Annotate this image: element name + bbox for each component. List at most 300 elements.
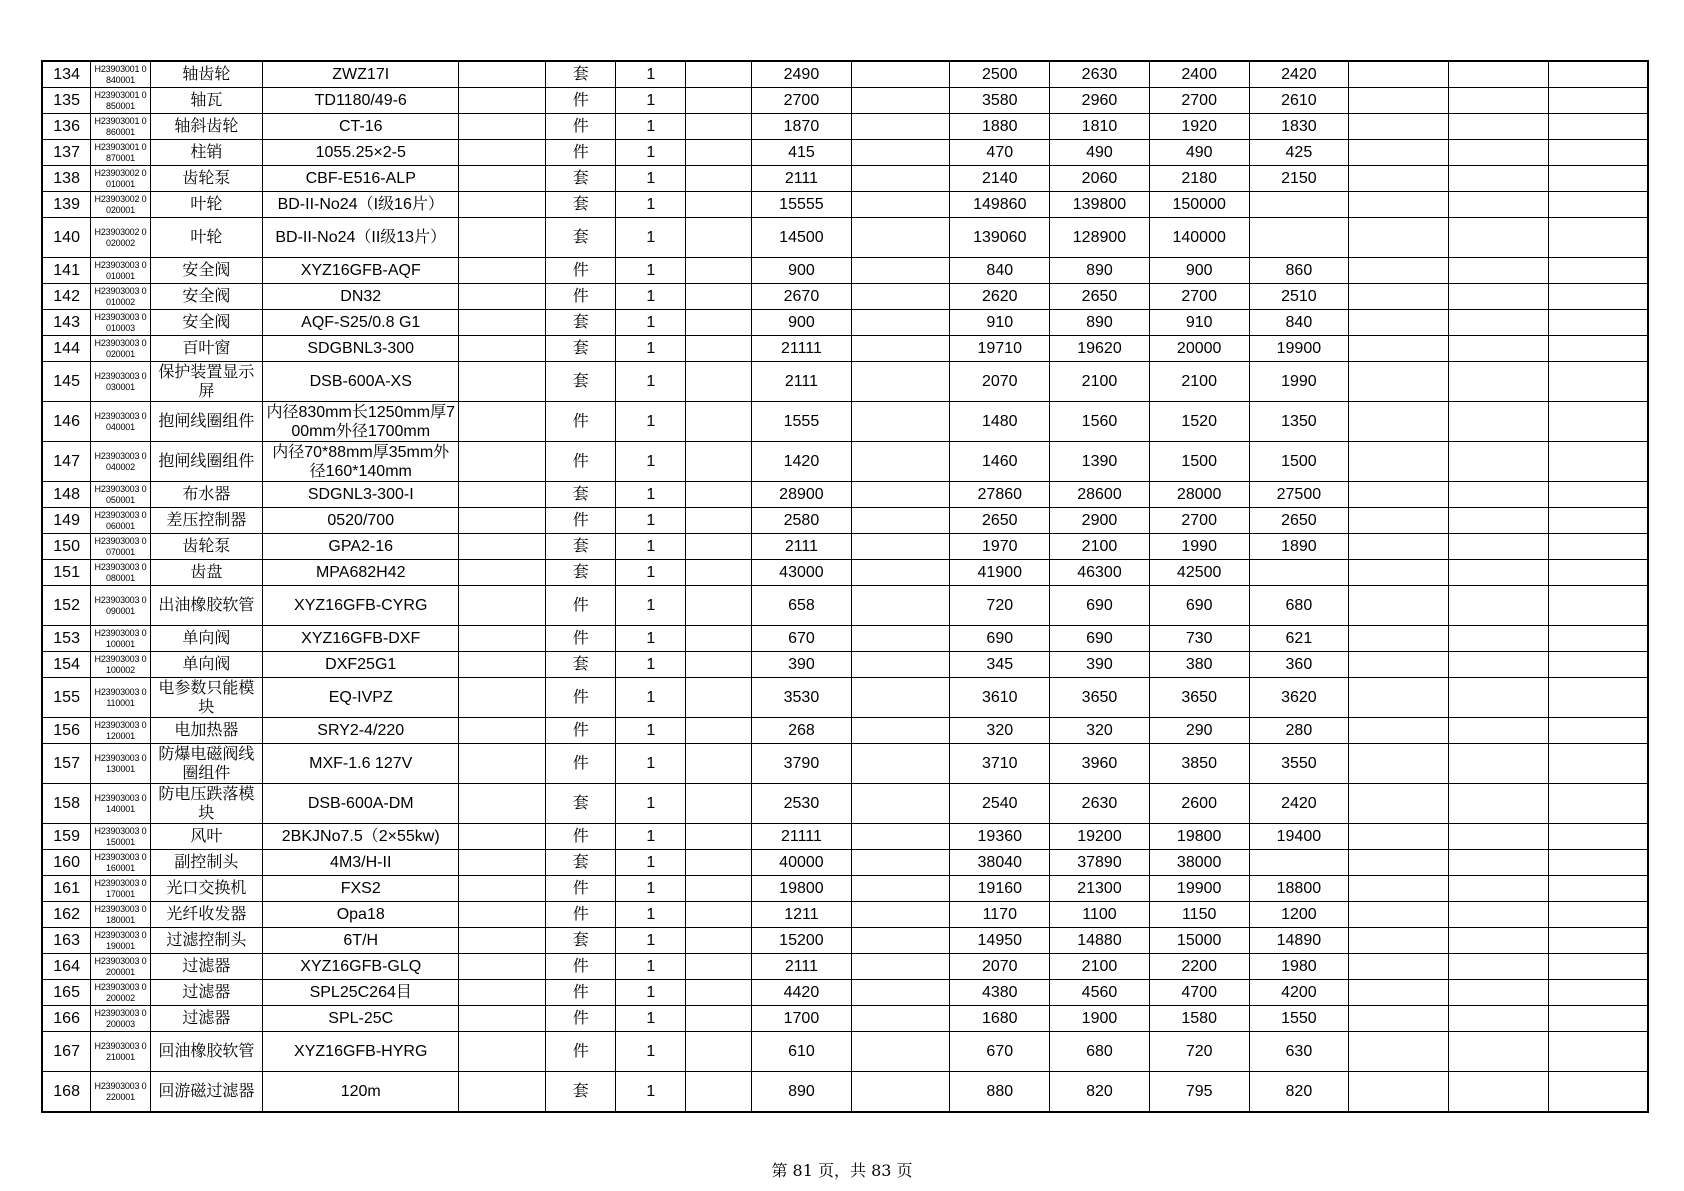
blank-cell	[1349, 954, 1449, 980]
quantity: 1	[616, 402, 686, 442]
specification: 120m	[263, 1072, 459, 1113]
blank-cell	[1548, 652, 1648, 678]
material-code: H23903003 0040001	[91, 402, 150, 442]
unit-price: 2700	[752, 88, 852, 114]
material-code: H23903003 0040002	[91, 442, 150, 482]
table-row	[42, 586, 1648, 626]
blank-cell	[459, 166, 546, 192]
blank-cell	[851, 508, 950, 534]
table-row	[42, 1032, 1648, 1072]
quote-4: 27500	[1249, 482, 1349, 508]
quote-1: 19710	[950, 336, 1050, 362]
blank-cell	[459, 534, 546, 560]
specification: MPA682H42	[263, 560, 459, 586]
blank-cell	[1548, 88, 1648, 114]
table-row	[42, 876, 1648, 902]
quantity: 1	[616, 586, 686, 626]
quote-1: 320	[950, 718, 1050, 744]
unit-price: 415	[752, 140, 852, 166]
blank-cell	[1448, 980, 1548, 1006]
material-name: 叶轮	[150, 218, 262, 258]
row-number: 150	[42, 534, 91, 560]
blank-cell	[851, 310, 950, 336]
quote-1: 38040	[950, 850, 1050, 876]
table-row	[42, 192, 1648, 218]
quote-1: 14950	[950, 928, 1050, 954]
blank-cell	[851, 88, 950, 114]
material-name: 光纤收发器	[150, 902, 262, 928]
quote-1: 139060	[950, 218, 1050, 258]
blank-cell	[1448, 954, 1548, 980]
blank-cell	[1548, 482, 1648, 508]
table-row	[42, 678, 1648, 718]
material-name: 轴齿轮	[150, 61, 262, 88]
unit: 套	[546, 362, 616, 402]
unit: 套	[546, 192, 616, 218]
unit-price: 2111	[752, 534, 852, 560]
quote-1: 3710	[950, 744, 1050, 784]
blank-cell	[1349, 114, 1449, 140]
blank-cell	[1349, 902, 1449, 928]
blank-cell	[851, 166, 950, 192]
blank-cell	[1448, 402, 1548, 442]
quote-4: 19900	[1249, 336, 1349, 362]
unit-price: 4420	[752, 980, 852, 1006]
material-code: H23903003 0020001	[91, 336, 150, 362]
blank-cell	[851, 718, 950, 744]
blank-cell	[1448, 258, 1548, 284]
material-name: 过滤控制头	[150, 928, 262, 954]
blank-cell	[686, 114, 752, 140]
material-name: 安全阀	[150, 310, 262, 336]
blank-cell	[459, 1072, 546, 1113]
blank-cell	[459, 876, 546, 902]
blank-cell	[1349, 678, 1449, 718]
blank-cell	[459, 744, 546, 784]
row-number: 156	[42, 718, 91, 744]
material-name: 轴瓦	[150, 88, 262, 114]
blank-cell	[1448, 1072, 1548, 1113]
quote-1: 1970	[950, 534, 1050, 560]
material-name: 电参数只能模块	[150, 678, 262, 718]
quantity: 1	[616, 928, 686, 954]
unit-price: 1700	[752, 1006, 852, 1032]
row-number: 155	[42, 678, 91, 718]
blank-cell	[459, 560, 546, 586]
blank-cell	[1448, 626, 1548, 652]
quote-3: 1150	[1149, 902, 1249, 928]
quantity: 1	[616, 310, 686, 336]
unit-price: 2580	[752, 508, 852, 534]
blank-cell	[459, 482, 546, 508]
specification: XYZ16GFB-CYRG	[263, 586, 459, 626]
specification: XYZ16GFB-HYRG	[263, 1032, 459, 1072]
blank-cell	[1448, 586, 1548, 626]
material-code: H23903003 0220001	[91, 1072, 150, 1113]
quote-1: 690	[950, 626, 1050, 652]
blank-cell	[1548, 61, 1648, 88]
unit-price: 268	[752, 718, 852, 744]
unit-price: 1211	[752, 902, 852, 928]
row-number: 167	[42, 1032, 91, 1072]
blank-cell	[1448, 362, 1548, 402]
blank-cell	[1548, 784, 1648, 824]
specification: 6T/H	[263, 928, 459, 954]
unit: 件	[546, 1032, 616, 1072]
material-name: 抱闸线圈组件	[150, 442, 262, 482]
quote-4: 1200	[1249, 902, 1349, 928]
blank-cell	[851, 824, 950, 850]
blank-cell	[686, 508, 752, 534]
blank-cell	[851, 744, 950, 784]
quote-1: 910	[950, 310, 1050, 336]
quote-1: 345	[950, 652, 1050, 678]
material-code: H23903003 0180001	[91, 902, 150, 928]
specification: CT-16	[263, 114, 459, 140]
unit: 件	[546, 744, 616, 784]
blank-cell	[1349, 928, 1449, 954]
unit: 件	[546, 508, 616, 534]
quote-4: 2510	[1249, 284, 1349, 310]
quote-2: 128900	[1050, 218, 1150, 258]
material-name: 过滤器	[150, 1006, 262, 1032]
material-name: 轴斜齿轮	[150, 114, 262, 140]
material-name: 光口交换机	[150, 876, 262, 902]
blank-cell	[1349, 534, 1449, 560]
blank-cell	[1548, 1032, 1648, 1072]
unit-price: 2530	[752, 784, 852, 824]
blank-cell	[459, 442, 546, 482]
blank-cell	[459, 284, 546, 310]
blank-cell	[851, 442, 950, 482]
unit: 件	[546, 284, 616, 310]
row-number: 164	[42, 954, 91, 980]
blank-cell	[1548, 928, 1648, 954]
blank-cell	[1448, 1032, 1548, 1072]
table-row	[42, 784, 1648, 824]
material-code: H23903001 0870001	[91, 140, 150, 166]
quote-4: 1830	[1249, 114, 1349, 140]
unit: 件	[546, 1006, 616, 1032]
blank-cell	[1548, 876, 1648, 902]
quote-1: 4380	[950, 980, 1050, 1006]
unit-price: 15200	[752, 928, 852, 954]
unit-price: 19800	[752, 876, 852, 902]
quote-2: 37890	[1050, 850, 1150, 876]
quote-2: 2100	[1050, 362, 1150, 402]
material-name: 安全阀	[150, 284, 262, 310]
quantity: 1	[616, 718, 686, 744]
quantity: 1	[616, 442, 686, 482]
blank-cell	[1548, 1072, 1648, 1113]
quote-2: 1810	[1050, 114, 1150, 140]
table-row	[42, 824, 1648, 850]
blank-cell	[1349, 1006, 1449, 1032]
blank-cell	[851, 980, 950, 1006]
blank-cell	[1349, 876, 1449, 902]
unit: 件	[546, 402, 616, 442]
quote-2: 2900	[1050, 508, 1150, 534]
quote-3: 19900	[1149, 876, 1249, 902]
material-name: 齿盘	[150, 560, 262, 586]
specification: SPL-25C	[263, 1006, 459, 1032]
quote-1: 2540	[950, 784, 1050, 824]
blank-cell	[1349, 482, 1449, 508]
row-number: 143	[42, 310, 91, 336]
blank-cell	[1548, 744, 1648, 784]
quantity: 1	[616, 362, 686, 402]
quote-4	[1249, 560, 1349, 586]
quote-4	[1249, 218, 1349, 258]
blank-cell	[851, 534, 950, 560]
specification: CBF-E516-ALP	[263, 166, 459, 192]
quote-4: 1350	[1249, 402, 1349, 442]
blank-cell	[1448, 140, 1548, 166]
quantity: 1	[616, 1032, 686, 1072]
blank-cell	[851, 1072, 950, 1113]
blank-cell	[1448, 744, 1548, 784]
blank-cell	[1448, 114, 1548, 140]
blank-cell	[851, 1006, 950, 1032]
blank-cell	[1548, 718, 1648, 744]
specification: 内径70*88mm厚35mm外径160*140mm	[263, 442, 459, 482]
blank-cell	[459, 508, 546, 534]
material-code: H23903003 0170001	[91, 876, 150, 902]
blank-cell	[1548, 284, 1648, 310]
blank-cell	[459, 1006, 546, 1032]
quote-3: 1500	[1149, 442, 1249, 482]
quote-3: 150000	[1149, 192, 1249, 218]
material-code: H23903003 0090001	[91, 586, 150, 626]
blank-cell	[459, 114, 546, 140]
material-code: H23903003 0200002	[91, 980, 150, 1006]
quote-4: 1550	[1249, 1006, 1349, 1032]
unit: 套	[546, 61, 616, 88]
quote-2: 2630	[1050, 784, 1150, 824]
row-number: 144	[42, 336, 91, 362]
blank-cell	[1448, 482, 1548, 508]
blank-cell	[1349, 310, 1449, 336]
quote-4: 1500	[1249, 442, 1349, 482]
row-number: 166	[42, 1006, 91, 1032]
quantity: 1	[616, 560, 686, 586]
quote-4: 2150	[1249, 166, 1349, 192]
row-number: 160	[42, 850, 91, 876]
material-name: 百叶窗	[150, 336, 262, 362]
row-number: 149	[42, 508, 91, 534]
material-code: H23903003 0010001	[91, 258, 150, 284]
blank-cell	[686, 586, 752, 626]
specification: BD-II-No24（II级13片）	[263, 218, 459, 258]
quote-4: 1890	[1249, 534, 1349, 560]
blank-cell	[459, 850, 546, 876]
blank-cell	[851, 626, 950, 652]
blank-cell	[686, 534, 752, 560]
quantity: 1	[616, 678, 686, 718]
table-row	[42, 718, 1648, 744]
material-code: H23903003 0200003	[91, 1006, 150, 1032]
blank-cell	[851, 482, 950, 508]
material-code: H23903003 0010003	[91, 310, 150, 336]
quote-1: 2070	[950, 362, 1050, 402]
blank-cell	[686, 744, 752, 784]
table-row	[42, 362, 1648, 402]
quote-2: 1390	[1050, 442, 1150, 482]
quote-4: 360	[1249, 652, 1349, 678]
blank-cell	[1349, 362, 1449, 402]
material-code: H23903002 0020001	[91, 192, 150, 218]
row-number: 146	[42, 402, 91, 442]
unit: 件	[546, 876, 616, 902]
quantity: 1	[616, 534, 686, 560]
quote-2: 139800	[1050, 192, 1150, 218]
specification: DSB-600A-DM	[263, 784, 459, 824]
row-number: 159	[42, 824, 91, 850]
quote-1: 1480	[950, 402, 1050, 442]
blank-cell	[1349, 850, 1449, 876]
blank-cell	[686, 1072, 752, 1113]
material-code: H23903003 0130001	[91, 744, 150, 784]
unit-price: 14500	[752, 218, 852, 258]
quantity: 1	[616, 954, 686, 980]
table-row	[42, 166, 1648, 192]
quote-2: 1900	[1050, 1006, 1150, 1032]
blank-cell	[1548, 902, 1648, 928]
blank-cell	[1349, 626, 1449, 652]
quote-3: 290	[1149, 718, 1249, 744]
blank-cell	[851, 284, 950, 310]
specification: ZWZ17I	[263, 61, 459, 88]
quote-2: 3650	[1050, 678, 1150, 718]
unit-price: 40000	[752, 850, 852, 876]
material-name: 叶轮	[150, 192, 262, 218]
row-number: 148	[42, 482, 91, 508]
blank-cell	[851, 876, 950, 902]
quote-4: 425	[1249, 140, 1349, 166]
blank-cell	[851, 114, 950, 140]
material-code: H23903003 0190001	[91, 928, 150, 954]
blank-cell	[1548, 560, 1648, 586]
table-row	[42, 140, 1648, 166]
table-row	[42, 88, 1648, 114]
unit: 套	[546, 166, 616, 192]
material-code: H23903003 0110001	[91, 678, 150, 718]
specification: SDGBNL3-300	[263, 336, 459, 362]
quote-2: 390	[1050, 652, 1150, 678]
unit: 套	[546, 336, 616, 362]
unit-price: 900	[752, 310, 852, 336]
unit: 件	[546, 586, 616, 626]
quantity: 1	[616, 784, 686, 824]
quote-4	[1249, 192, 1349, 218]
material-name: 单向阀	[150, 652, 262, 678]
quote-1: 2650	[950, 508, 1050, 534]
material-code: H23903003 0010002	[91, 284, 150, 310]
blank-cell	[851, 61, 950, 88]
blank-cell	[459, 310, 546, 336]
quote-1: 720	[950, 586, 1050, 626]
blank-cell	[686, 218, 752, 258]
quote-1: 1170	[950, 902, 1050, 928]
blank-cell	[851, 402, 950, 442]
unit: 件	[546, 258, 616, 284]
blank-cell	[1448, 166, 1548, 192]
blank-cell	[851, 850, 950, 876]
table-row	[42, 61, 1648, 88]
blank-cell	[686, 954, 752, 980]
quantity: 1	[616, 140, 686, 166]
table-row	[42, 336, 1648, 362]
unit: 套	[546, 560, 616, 586]
blank-cell	[459, 824, 546, 850]
row-number: 154	[42, 652, 91, 678]
blank-cell	[686, 310, 752, 336]
blank-cell	[1548, 140, 1648, 166]
quote-3: 19800	[1149, 824, 1249, 850]
table-row	[42, 954, 1648, 980]
material-code: H23903003 0120001	[91, 718, 150, 744]
quote-4: 19400	[1249, 824, 1349, 850]
blank-cell	[1448, 61, 1548, 88]
blank-cell	[1349, 744, 1449, 784]
specification: 4M3/H-II	[263, 850, 459, 876]
unit-price: 390	[752, 652, 852, 678]
quote-1: 840	[950, 258, 1050, 284]
blank-cell	[1548, 192, 1648, 218]
row-number: 161	[42, 876, 91, 902]
blank-cell	[1349, 258, 1449, 284]
table-row	[42, 310, 1648, 336]
blank-cell	[459, 218, 546, 258]
specification: XYZ16GFB-DXF	[263, 626, 459, 652]
material-name: 回游磁过滤器	[150, 1072, 262, 1113]
material-name: 防爆电磁阀线圈组件	[150, 744, 262, 784]
table-row	[42, 744, 1648, 784]
unit: 套	[546, 850, 616, 876]
quote-3: 1920	[1149, 114, 1249, 140]
unit: 件	[546, 902, 616, 928]
unit-price: 2490	[752, 61, 852, 88]
quote-4: 18800	[1249, 876, 1349, 902]
blank-cell	[686, 482, 752, 508]
material-code: H23903003 0070001	[91, 534, 150, 560]
blank-cell	[1448, 824, 1548, 850]
quote-2: 3960	[1050, 744, 1150, 784]
blank-cell	[1448, 902, 1548, 928]
unit-price: 21111	[752, 336, 852, 362]
blank-cell	[1448, 784, 1548, 824]
quantity: 1	[616, 876, 686, 902]
blank-cell	[686, 560, 752, 586]
blank-cell	[1548, 362, 1648, 402]
table-row	[42, 442, 1648, 482]
blank-cell	[1548, 980, 1648, 1006]
blank-cell	[1448, 88, 1548, 114]
blank-cell	[686, 1006, 752, 1032]
quote-2: 820	[1050, 1072, 1150, 1113]
unit: 套	[546, 1072, 616, 1113]
material-name: 过滤器	[150, 954, 262, 980]
row-number: 140	[42, 218, 91, 258]
quote-4: 3620	[1249, 678, 1349, 718]
quote-2: 890	[1050, 310, 1150, 336]
material-name: 电加热器	[150, 718, 262, 744]
blank-cell	[1349, 442, 1449, 482]
quantity: 1	[616, 508, 686, 534]
blank-cell	[686, 402, 752, 442]
blank-cell	[1349, 586, 1449, 626]
quote-2: 2100	[1050, 534, 1150, 560]
